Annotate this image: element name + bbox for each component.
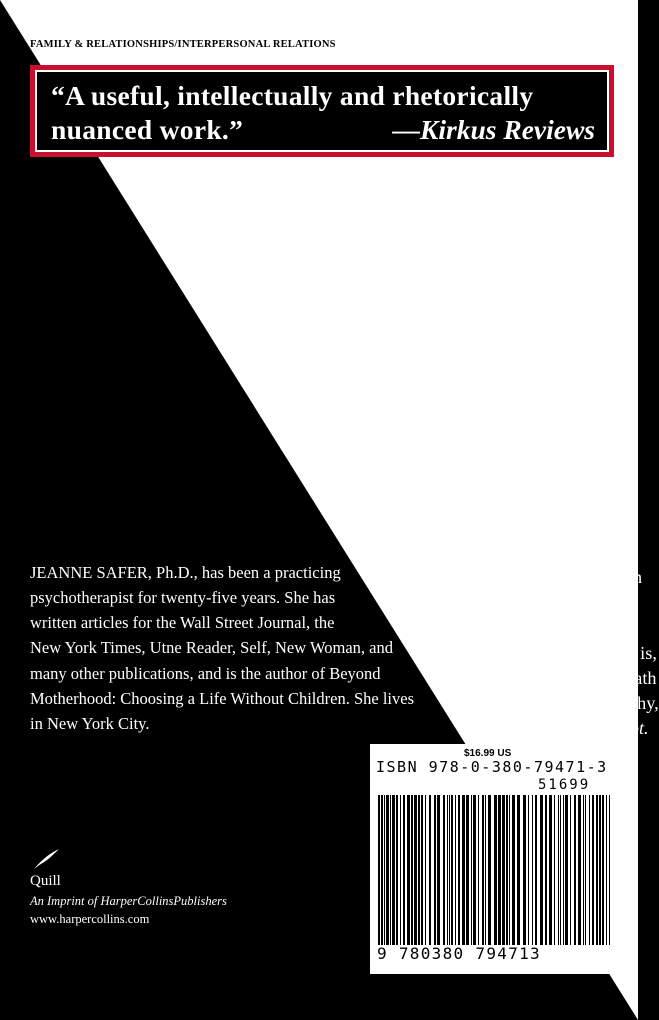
description-line: often, it is not.: [544, 718, 649, 738]
description-line: and other questions. The result is a: [362, 467, 615, 487]
description-line: achieve closure and healing without forgiving?: [233, 290, 575, 310]
barcode-bar: [447, 795, 448, 945]
bio-line: in New York City.: [30, 714, 150, 733]
barcode-bar: [532, 795, 533, 945]
barcode-bar: [523, 795, 526, 945]
publisher-name: Quill: [30, 873, 61, 889]
barcode-bar: [396, 795, 398, 945]
barcode-bar: [540, 795, 543, 945]
barcode-bar: [392, 795, 395, 945]
endorsement-line: “Jeanne Safer: [30, 245, 120, 264]
endorsement-line: offers a brave: [30, 268, 120, 287]
barcode-bar: [596, 795, 598, 945]
barcode-bar: [554, 795, 555, 945]
endorsement-books: Parents: [30, 510, 81, 529]
barcode-bar: [485, 795, 486, 945]
bio-line: written articles for the Wall Street Journal, the: [30, 613, 335, 632]
description-line: with her own searching answers to these: [343, 441, 637, 461]
barcode-panel: [370, 744, 622, 974]
barcode-bar: [602, 795, 604, 945]
description-line: divine,” is so prevalent that few of us question its wisdom.: [178, 215, 605, 235]
price-code: 51699: [538, 777, 591, 793]
endorsement-attribution: —Susan Forward, Ph.D., author of: [30, 466, 258, 485]
barcode-bar: [560, 795, 561, 945]
description-line: have hurt us the most and an: [434, 567, 643, 587]
description-line: Drawing on more than two decades of work as a: [252, 316, 605, 336]
barcode-bar: [609, 795, 610, 945]
barcode-bar: [378, 795, 380, 945]
description-line: whether forgiveness is,: [489, 643, 657, 663]
review-quote-line-1: “A useful, intellectually and rhetorically: [51, 80, 534, 111]
endorsement-line: voice on a taboo: [30, 312, 138, 331]
endorsement-line: engrossing, this book: [30, 378, 169, 397]
barcode-bar: [478, 795, 479, 945]
barcode-bar: [449, 795, 450, 945]
barcode-bar: [494, 795, 497, 945]
barcode-bar: [403, 795, 405, 945]
barcode-bar: [565, 795, 568, 945]
barcode-bar: [455, 795, 456, 945]
description-line: concept of forgiveness in our society, Dr.: [306, 391, 605, 411]
barcode-bar: [599, 795, 601, 945]
barcode-bar: [451, 795, 453, 945]
review-quote-line-2: nuanced work.”: [51, 114, 244, 145]
description-line: But do we ever completely forgive those who have: [197, 240, 568, 260]
barcode-bar: [585, 795, 586, 945]
barcode-bar: [606, 795, 607, 945]
bio-line: many other publications, and is the author of Beyond: [30, 664, 381, 683]
endorsement-line: and clarity. Memorably: [30, 356, 183, 375]
barcode-bar: [549, 795, 552, 945]
ean-barcode: [378, 795, 538, 945]
barcode-bar: [506, 795, 508, 945]
barcode-bar: [482, 795, 484, 945]
barcode-bar: [583, 795, 584, 945]
description-line: depth interviews, and sterling research into the: [288, 366, 628, 386]
barcode-bar: [517, 795, 520, 945]
barcode-bar: [558, 795, 559, 945]
barcode-bar: [473, 795, 476, 945]
barcode-bar: [502, 795, 505, 945]
barcode-bar: [535, 795, 537, 945]
barcode-bar: [384, 795, 385, 945]
publisher-imprint: An Imprint of HarperCollinsPublishers: [30, 894, 227, 908]
barcode-bar: [437, 795, 440, 945]
review-quote-box: [30, 65, 614, 157]
barcode-bar: [488, 795, 491, 945]
barcode-bar: [545, 795, 547, 945]
description-line: Jeanne Safer challenges popular opinion: [325, 416, 619, 436]
barcode-bar: [434, 795, 436, 945]
barcode-bar: [570, 795, 571, 945]
barcode-bar: [414, 795, 417, 945]
barcode-bar: [400, 795, 401, 945]
barcode-bar: [574, 795, 576, 945]
bio-line: New York Times, Utne Reader, Self, New Woman, and: [30, 638, 393, 657]
endorsement-books: When Your Lover Is a Liar and Toxic: [30, 488, 271, 507]
barcode-bar: [390, 795, 391, 945]
barcode-bar: [466, 795, 469, 945]
category-label: FAMILY & RELATIONSHIPS/INTERPERSONAL RELATIONS: [30, 39, 336, 50]
barcode-bar: [528, 795, 529, 945]
price-addon-barcode: [540, 795, 614, 945]
endorsement-line: human emotional process.”: [30, 444, 208, 463]
barcode-bar: [429, 795, 431, 945]
barcode-bar: [563, 795, 564, 945]
barcode-bar: [462, 795, 465, 945]
isbn-label: ISBN 978-0-380-79471-3: [376, 758, 608, 776]
barcode-bar: [471, 795, 472, 945]
barcode-bar: [509, 795, 510, 945]
description-line: of how to determine: [471, 618, 618, 638]
barcode-bar: [421, 795, 423, 945]
barcode-bar: [578, 795, 581, 945]
barcode-bar: [592, 795, 594, 945]
bio-line: JEANNE SAFER, Ph.D., has been a practicing: [30, 563, 341, 582]
barcode-bar: [418, 795, 420, 945]
ean-digits: 9 780380 794713: [377, 944, 541, 963]
description-line: indeed, the best path: [507, 668, 657, 688]
barcode-bar: [411, 795, 413, 945]
description-line: In our culture the belief that “To err is human, to forgive: [158, 190, 569, 210]
quill-feather-icon: [32, 848, 60, 870]
price-label: $16.99 US: [464, 748, 512, 759]
description-line: practicing psychotherapist, more than fifty in-: [271, 341, 606, 361]
barcode-bar: [381, 795, 383, 945]
barcode-bar: [443, 795, 445, 945]
barcode-bar: [498, 795, 501, 945]
barcode-bar: [407, 795, 410, 945]
barcode-bar: [425, 795, 426, 945]
publisher-website: www.harpercollins.com: [30, 912, 150, 926]
endorsement-line: to an often bewildering: [30, 422, 182, 441]
description-line: betrayed us? Aren’t some actions unforgivable? Can we: [215, 265, 621, 285]
description-line: to take—and why,: [526, 693, 659, 713]
barcode-bar: [512, 795, 515, 945]
description-line: penetrating look at what is often a: [379, 492, 627, 512]
description-line: illuminating examination: [453, 592, 637, 612]
endorsement-line: and compassionate: [30, 290, 154, 309]
barcode-bar: [458, 795, 460, 945]
description-line: lonely, and perhaps unnecessary,: [398, 517, 636, 537]
barcode-bar: [589, 795, 590, 945]
review-attribution: —Kirkus Reviews: [392, 114, 595, 145]
description-line: struggle to forgive those who: [416, 542, 629, 562]
barcode-bar: [386, 795, 389, 945]
bio-line: Motherhood: Choosing a Life Without Children. She lives: [30, 689, 414, 708]
bio-line: psychotherapist for twenty-five years. She has: [30, 588, 336, 607]
endorsement-line: subject with insight: [30, 334, 158, 353]
endorsement-line: offers support and guidance: [30, 400, 212, 419]
